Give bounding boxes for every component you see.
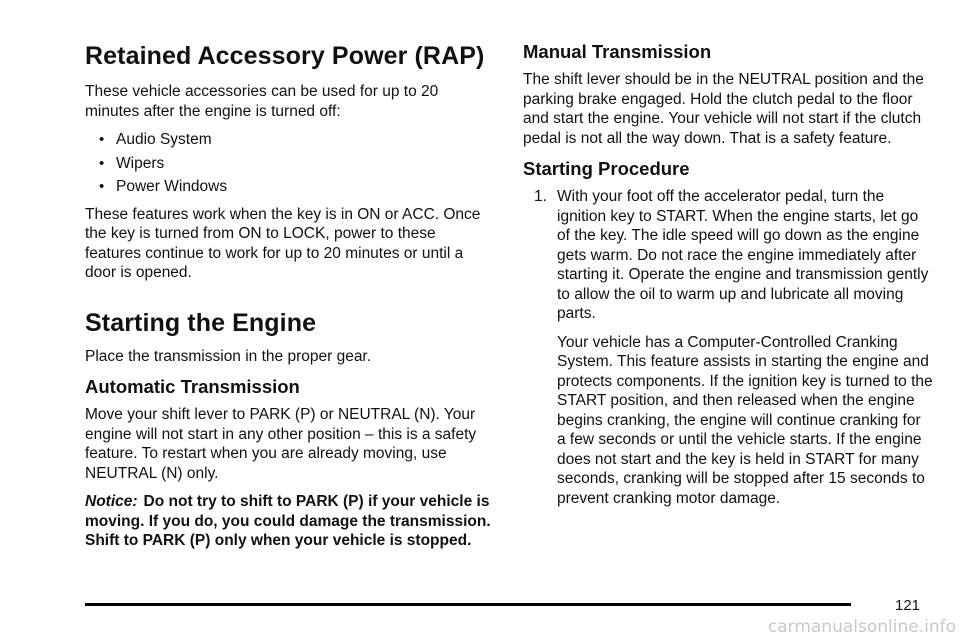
list-item: • Audio System [99, 130, 495, 150]
footer-rule [85, 603, 851, 606]
starting-intro: Place the transmission in the proper gear. [85, 347, 372, 365]
starting-engine-heading: Starting the Engine [85, 308, 317, 337]
step-number: 1. [534, 188, 547, 205]
page-number: 121 [895, 597, 921, 614]
procedure-step-1 [523, 187, 933, 508]
automatic-transmission-heading: Automatic Transmission [85, 376, 300, 397]
manual-transmission-body: The shift lever should be in the NEUTRAL position and the parking brake engaged. Hold the clutch pedal to the floor and start the engine. Your vehicle will not start if the clutch pedal is not all the way down. That is a safety feature. [523, 71, 924, 147]
step-note: Your vehicle has a Computer-Controlled Cranking System. This feature assists in starting the engine and protects components. If the ignition key is turned to the START position, and then released when the engine begins cranking, the engine will continue cranking for a few seconds or until the vehicle starts. If the engine does not start and the key is held in START for many seconds, cranking will be stopped after 15 seconds to prevent cranking motor damage. [557, 333, 933, 507]
list-item: • Wipers [99, 154, 495, 174]
notice-label: Notice: [85, 493, 138, 510]
right-column [523, 40, 933, 517]
notice-text: Do not try to shift to PARK (P) if your vehicle is moving. If you do, you could damage the transmission. Shift to PARK (P) only when your vehicle is stopped. [85, 493, 491, 549]
watermark: carmanualsonline.info [767, 617, 956, 637]
rap-accessory-list [85, 130, 495, 197]
rap-intro: These vehicle accessories can be used for up to 20 minutes after the engine is turned off: [85, 83, 439, 120]
rap-body: These features work when the key is in ON or ACC. Once the key is turned from ON to LOCK, power to these features continue to work for up to 20 minutes or until a door is opened. [85, 205, 481, 281]
left-column [85, 40, 495, 560]
notice-paragraph [85, 492, 495, 551]
rap-heading: Retained Accessory Power (RAP) [85, 42, 485, 70]
list-item: • Power Windows [99, 177, 495, 197]
step-text: With your foot off the accelerator pedal, turn the ignition key to START. When the engine starts, let go of the key. The idle speed will go down as the engine gets warm. Do not race the engine immediately after starting it. Operate the engine and transmission gently to allow the oil to warm up and lubricate all moving parts. [557, 188, 929, 322]
automatic-transmission-body: Move your shift lever to PARK (P) or NEUTRAL (N). Your engine will not start in any other position – this is a safety feature. To restart when you are already moving, use NEUTRAL (N) only. [85, 406, 477, 482]
manual-transmission-heading: Manual Transmission [523, 41, 712, 62]
starting-procedure-heading: Starting Procedure [523, 158, 690, 179]
